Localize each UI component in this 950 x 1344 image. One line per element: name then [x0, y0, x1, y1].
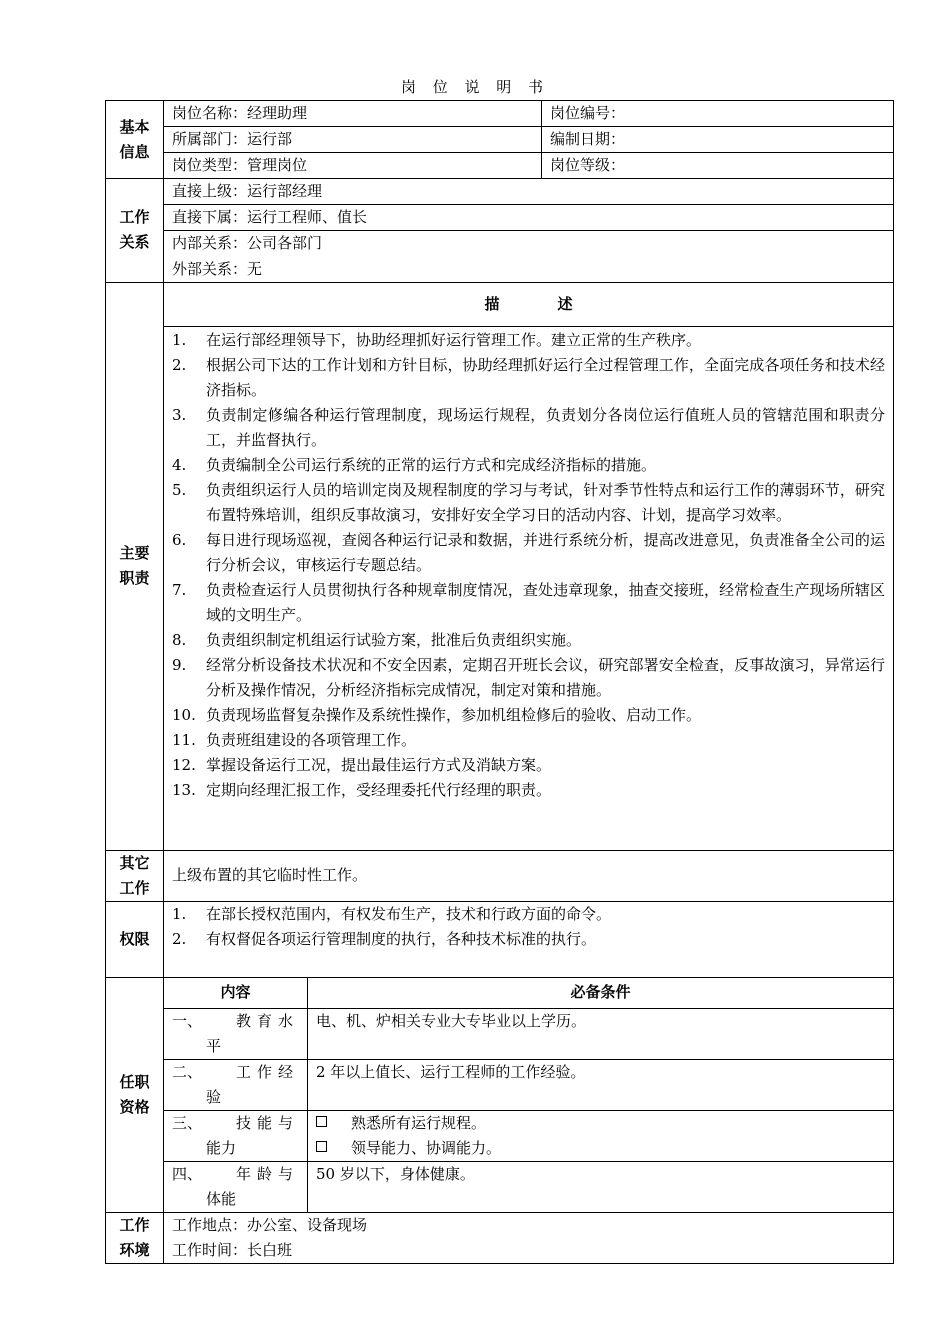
checkbox-icon	[316, 1141, 327, 1152]
duty-item-number: 9.	[172, 655, 187, 674]
qualification-requirement	[308, 1161, 894, 1212]
section-label-basic: 基本 信息	[106, 101, 164, 179]
position-type: 岗位类型：管理岗位	[164, 153, 542, 179]
duty-item-text: 经常分析设备技术状况和不安全因素，定期召开班长会议，研究部署安全检查，反事故演习，异常运行分析及操作情况，分析经济指标完成情况，制定对策和措施。	[206, 655, 886, 699]
duty-item	[172, 653, 885, 703]
authority-list	[172, 902, 885, 952]
duty-item-text: 负责制定修编各种运行管理制度，现场运行规程，负责划分各岗位运行值班人员的管辖范围和职责分工，并监督执行。	[206, 405, 886, 449]
qualification-item-name-line1: 技能与	[236, 1113, 300, 1132]
qualification-item-name-line1: 工作经	[236, 1062, 300, 1081]
duty-item	[172, 728, 885, 753]
duty-item	[172, 778, 885, 803]
authority-item-text: 有权督促各项运行管理制度的执行，各种技术标准的执行。	[206, 929, 597, 948]
authority-item-text: 在部长授权范围内，有权发布生产，技术和行政方面的命令。	[206, 904, 612, 923]
requirement-line: 领导能力、协调能力。	[316, 1136, 893, 1161]
qualification-item-name-line1: 年龄与	[236, 1164, 300, 1183]
section-label-other: 其它 工作	[106, 850, 164, 901]
duty-item-text: 负责组织制定机组运行试验方案，批准后负责组织实施。	[206, 630, 582, 649]
compile-date: 编制日期：	[542, 127, 894, 153]
internal-relations: 内部关系：公司各部门	[164, 231, 894, 257]
qualification-requirement	[308, 1059, 894, 1110]
duty-item-number: 8.	[172, 630, 187, 649]
external-relations: 外部关系：无	[164, 257, 894, 283]
duty-item	[172, 528, 885, 578]
duty-item	[172, 628, 885, 653]
requirement-line: 熟悉所有运行规程。	[316, 1111, 893, 1136]
department: 所属部门：运行部	[164, 127, 542, 153]
qualification-item-name-line2: 体能	[206, 1189, 237, 1208]
requirement-line: 50 岁以下，身体健康。	[316, 1164, 475, 1183]
environment-cell	[164, 1212, 894, 1263]
duty-item-number: 7.	[172, 580, 187, 599]
duties-list-cell	[164, 326, 894, 850]
duty-item	[172, 328, 885, 353]
qualification-item-name	[164, 1059, 308, 1110]
qualification-item-name-line2: 能力	[206, 1138, 237, 1157]
duties-header: 描 述	[164, 282, 894, 326]
document-title: 岗 位 说 明 书	[400, 78, 550, 96]
section-label-relations: 工作 关系	[106, 179, 164, 283]
duty-item-number: 4.	[172, 455, 187, 474]
section-label-qualifications: 任职 资格	[106, 977, 164, 1212]
qualification-row	[106, 1008, 894, 1059]
qualifications-header-conditions: 必备条件	[308, 977, 894, 1008]
duty-item-number: 3.	[172, 405, 187, 424]
checkbox-icon	[316, 1116, 327, 1127]
duty-item-text: 负责组织运行人员的培训定岗及规程制度的学习与考试，针对季节性特点和运行工作的薄弱环节，研究布置特殊培训，组织反事故演习，安排好安全学习日的活动内容、计划，提高学习效率。	[206, 480, 886, 524]
duty-item-number: 5.	[172, 480, 187, 499]
duty-item	[172, 353, 885, 403]
duty-item-text: 掌握设备运行工况，提出最佳运行方式及消缺方案。	[206, 755, 552, 774]
duty-item-text: 每日进行现场巡视，查阅各种运行记录和数据，并进行系统分析，提高改进意见，负责准备全公司的运行分析会议，审核运行专题总结。	[206, 530, 886, 574]
direct-superior: 直接上级：运行部经理	[164, 179, 894, 205]
duty-item	[172, 753, 885, 778]
work-hours: 工作时间：长白班	[172, 1240, 293, 1259]
section-label-environment: 工作 环境	[106, 1212, 164, 1263]
duty-item-text: 负责编制全公司运行系统的正常的运行方式和完成经济指标的措施。	[206, 455, 657, 474]
duty-item-number: 2.	[172, 355, 187, 374]
section-label-duties: 主要 职责	[106, 282, 164, 850]
qualification-item-number: 二、	[172, 1062, 203, 1081]
duties-list	[172, 328, 885, 803]
duty-item-text: 在运行部经理领导下，协助经理抓好运行管理工作。建立正常的生产秩序。	[206, 330, 702, 349]
duty-item-number: 6.	[172, 530, 187, 549]
qualification-item-name	[164, 1161, 308, 1212]
duty-item-number: 10.	[172, 705, 196, 724]
direct-subordinate: 直接下属：运行工程师、值长	[164, 205, 894, 231]
duty-item-number: 11.	[172, 730, 196, 749]
authority-item-number: 1.	[172, 904, 187, 923]
duty-item	[172, 403, 885, 453]
duty-item	[172, 703, 885, 728]
duty-item-number: 12.	[172, 755, 196, 774]
duty-item-text: 定期向经理汇报工作，受经理委托代行经理的职责。	[206, 780, 552, 799]
qualification-item-number: 四、	[172, 1164, 203, 1183]
qualification-item-name-line2: 验	[206, 1087, 222, 1106]
duty-item	[172, 578, 885, 628]
work-location: 工作地点：办公室、设备现场	[172, 1215, 368, 1234]
position-grade: 岗位等级：	[542, 153, 894, 179]
section-label-authority: 权限	[106, 901, 164, 977]
position-name: 岗位名称：经理助理	[164, 101, 542, 127]
duty-item-number: 1.	[172, 330, 187, 349]
qualification-item-name	[164, 1008, 308, 1059]
qualification-item-name-line1: 教育水	[236, 1011, 300, 1030]
duty-item-number: 13.	[172, 780, 196, 799]
qualification-item-name	[164, 1110, 308, 1161]
duty-item	[172, 453, 885, 478]
job-description-table	[105, 100, 894, 1264]
duty-item-text: 负责现场监督复杂操作及系统性操作，参加机组检修后的验收、启动工作。	[206, 705, 702, 724]
position-code: 岗位编号：	[542, 101, 894, 127]
qualification-row	[106, 1161, 894, 1212]
qualification-item-number: 一、	[172, 1011, 203, 1030]
qualification-requirement	[308, 1008, 894, 1059]
qualification-row	[106, 1059, 894, 1110]
other-work-text: 上级布置的其它临时性工作。	[164, 850, 894, 901]
authority-item	[172, 927, 885, 952]
qualification-requirement	[308, 1110, 894, 1161]
qualifications-header-content: 内容	[164, 977, 308, 1008]
duty-item	[172, 478, 885, 528]
requirement-line: 电、机、炉相关专业大专毕业以上学历。	[316, 1011, 587, 1030]
requirement-line: 2 年以上值长、运行工程师的工作经验。	[316, 1062, 586, 1081]
duty-item-text: 根据公司下达的工作计划和方针目标，协助经理抓好运行全过程管理工作，全面完成各项任务和技术经济指标。	[206, 355, 886, 399]
authority-list-cell	[164, 901, 894, 977]
qualification-item-number: 三、	[172, 1113, 203, 1132]
qualification-item-name-line2: 平	[206, 1036, 222, 1055]
duty-item-text: 负责检查运行人员贯彻执行各种规章制度情况，查处违章现象，抽查交接班，经常检查生产现场所辖区域的文明生产。	[206, 580, 886, 624]
duty-item-text: 负责班组建设的各项管理工作。	[206, 730, 417, 749]
authority-item	[172, 902, 885, 927]
qualification-row	[106, 1110, 894, 1161]
authority-item-number: 2.	[172, 929, 187, 948]
